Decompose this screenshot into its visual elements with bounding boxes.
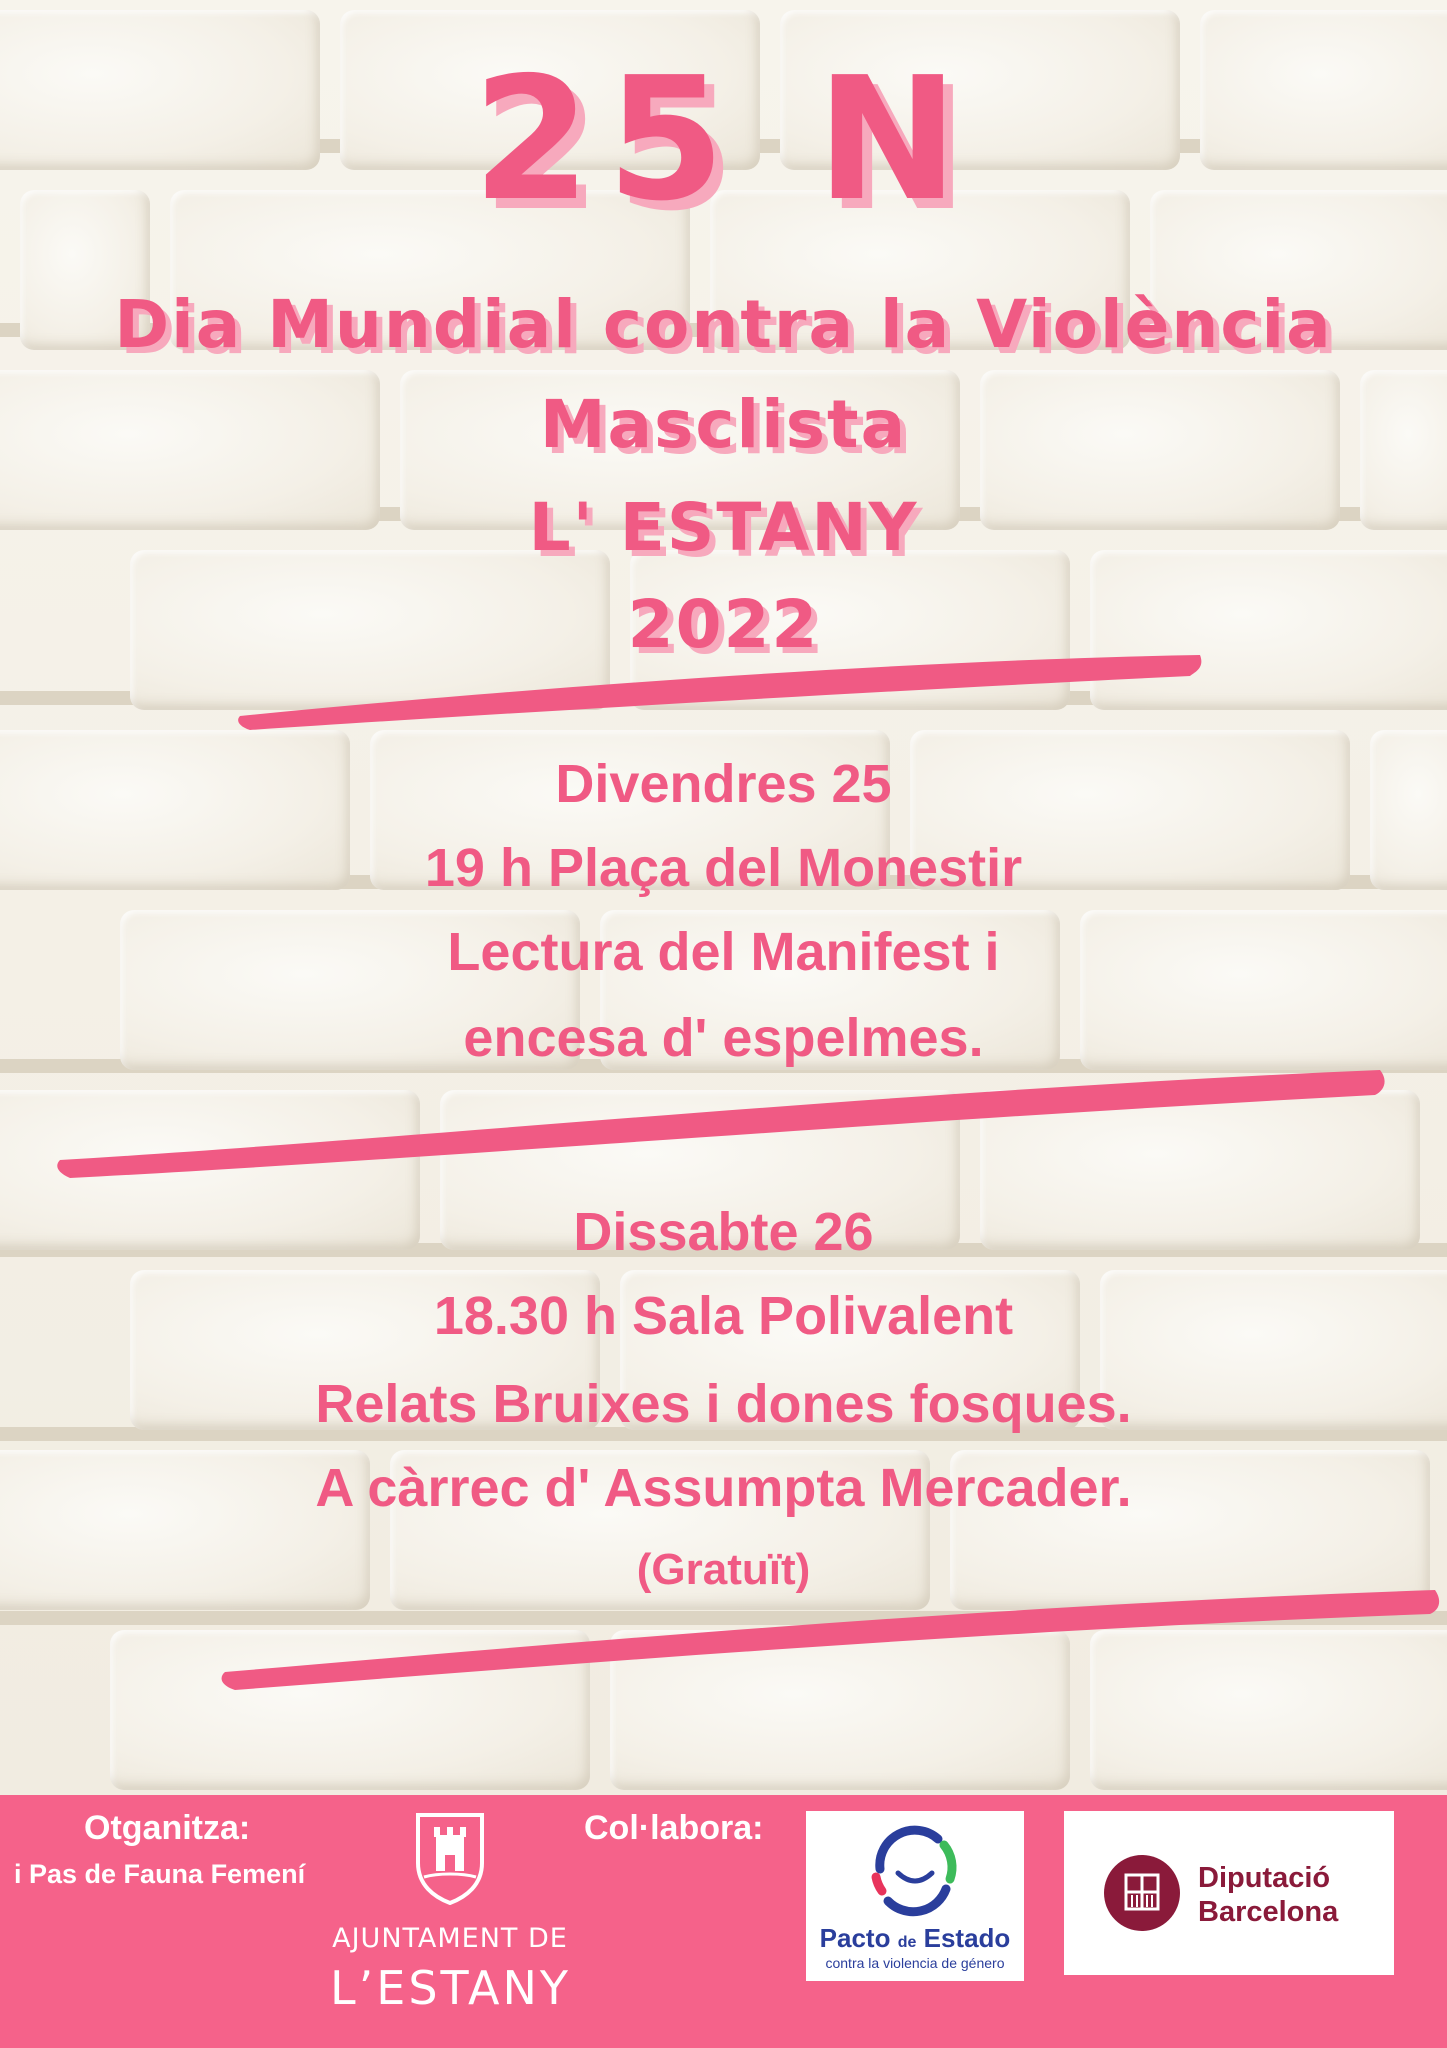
organizes-label: Otganitza: [84,1809,251,1847]
pacto-title [806,1923,1024,1954]
pacto-de-estado-logo [806,1811,1024,1981]
event2-time-place: 18.30 h Sala Polivalent [433,1286,1014,1346]
diputacio-line1: Diputació [1198,1862,1331,1894]
collaborates-label: Col·labora: [584,1809,764,1847]
subtitle-line-3: L' ESTANY [528,489,919,566]
castle-crest-icon [414,1811,486,1905]
diputacio-shield-icon [1102,1853,1182,1933]
event2-price: (Gratuït) [636,1545,811,1594]
pacto-title-c: Estado [923,1923,1011,1953]
ajuntament-line1: AJUNTAMENT DE [332,1923,568,1954]
ajuntament-line2: L’ESTANY [330,1961,572,2015]
event1-activity-line1: Lectura del Manifest i [447,922,1000,982]
pacto-title-b: de [897,1934,917,1951]
subtitle-line-1: Dia Mundial contra la Violència [114,286,1333,363]
event1-time-place: 19 h Plaça del Monestir [424,838,1023,898]
organizer-name: i Pas de Fauna Femení [14,1859,306,1889]
event2-day: Dissabte 26 [573,1202,874,1262]
subtitle-line-2: Masclista [539,386,908,463]
pacto-title-a: Pacto [819,1923,891,1953]
event2-activity-line1: Relats Bruixes i dones fosques. [315,1374,1132,1434]
pacto-smile-logo-icon [858,1817,972,1921]
diputacio-barcelona-logo [1064,1811,1394,1975]
pacto-subtitle: contra la violencia de género [825,1955,1005,1971]
diputacio-line2: Barcelona [1198,1896,1339,1928]
paint-stroke-1 [238,655,1201,730]
event1-activity-line2: encesa d' espelmes. [463,1008,984,1068]
event2-activity-line2: A càrrec d' Assumpta Mercader. [315,1458,1132,1518]
footer-bar [0,1795,1447,2048]
event1-day: Divendres 25 [555,754,892,814]
headline-25n: 25 N [472,41,975,239]
subtitle-line-4: 2022 [627,586,820,663]
paint-stroke-2 [57,1070,1384,1178]
